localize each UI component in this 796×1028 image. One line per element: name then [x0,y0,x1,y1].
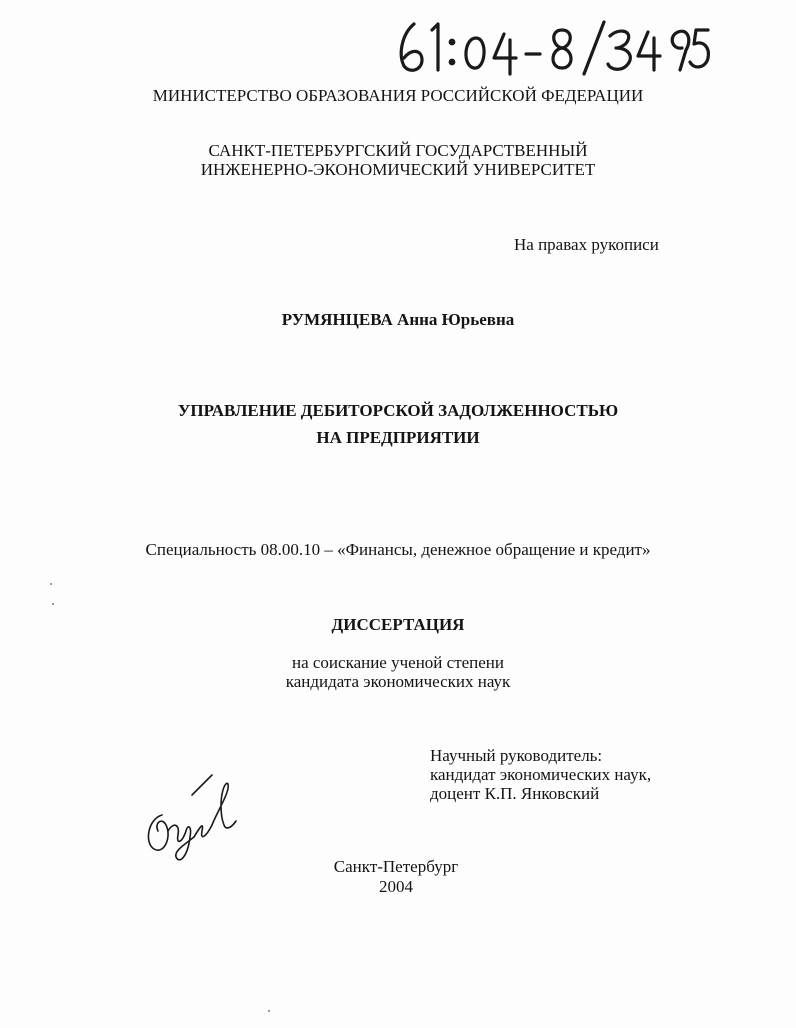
scan-speck [52,603,54,605]
degree-line-2: кандидата экономических наук [285,672,511,691]
year: 2004 [379,877,413,896]
dissertation-title-line-1: УПРАВЛЕНИЕ ДЕБИТОРСКОЙ ЗАДОЛЖЕННОСТЬЮ [177,401,619,420]
ministry-name: МИНИСТЕРСТВО ОБРАЗОВАНИЯ РОССИЙСКОЙ ФЕДЕРАЦИИ [152,86,644,105]
scan-speck [268,1010,270,1012]
degree-line-1: на соискание ученой степени [291,653,505,672]
supervisor-name: доцент К.П. Янковский [430,784,600,803]
supervisor-label: Научный руководитель: [430,746,603,765]
university-name-line-2: ИНЖЕНЕРНО-ЭКОНОМИЧЕСКИЙ УНИВЕРСИТЕТ [200,160,596,179]
university-name-line-1: САНКТ-ПЕТЕРБУРГСКИЙ ГОСУДАРСТВЕННЫЙ [208,141,588,160]
city: Санкт-Петербург [333,857,459,876]
handwritten-catalog-number [392,16,712,78]
specialty: Специальность 08.00.10 – «Финансы, денежное обращение и кредит» [145,540,651,559]
document-type: ДИССЕРТАЦИЯ [331,615,465,634]
manuscript-note: На правах рукописи [514,235,659,254]
supervisor-degree: кандидат экономических наук, [430,765,652,784]
author-name: РУМЯНЦЕВА Анна Юрьевна [281,310,515,329]
scan-speck [50,583,52,585]
dissertation-title-line-2: НА ПРЕДПРИЯТИИ [316,428,480,447]
